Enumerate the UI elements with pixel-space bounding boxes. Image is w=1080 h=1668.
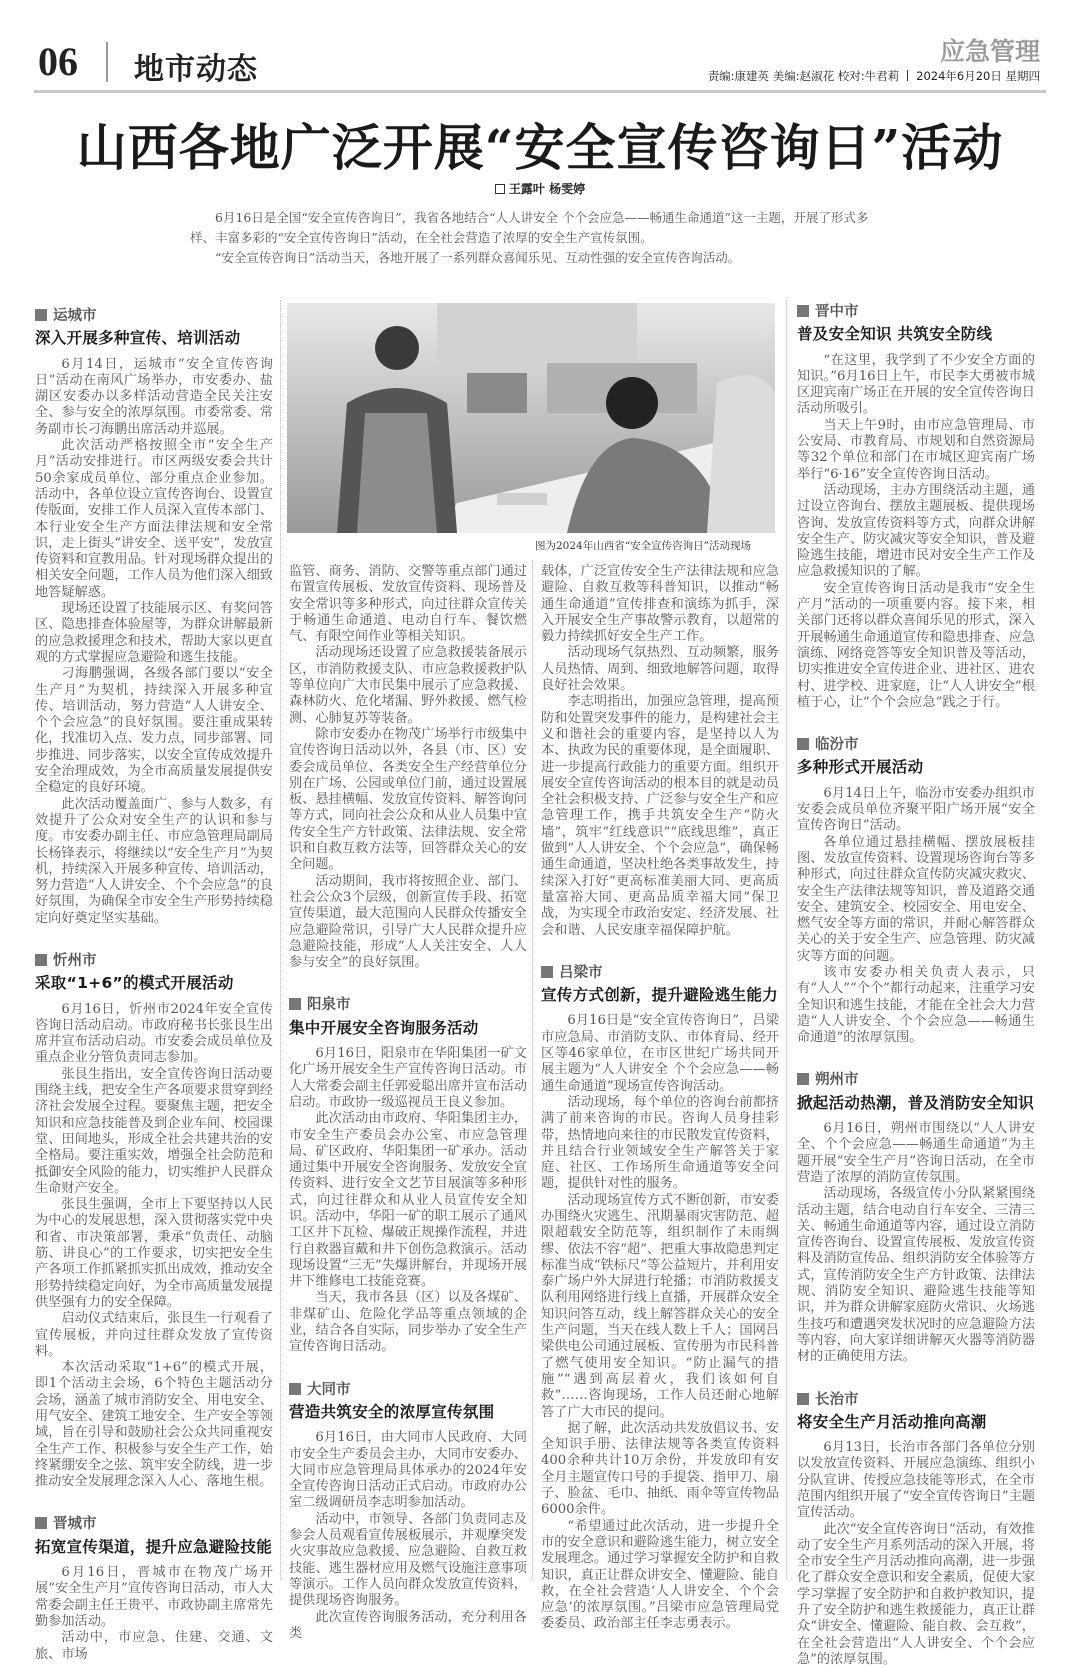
intro-paragraph: “安全宣传咨询日”活动当天，各地开展了一系列群众喜闻乐见、互动性强的安全宣传咨询活动。 bbox=[215, 250, 741, 265]
column-4 bbox=[797, 304, 1035, 1667]
city-name: 运城市 bbox=[53, 308, 97, 324]
column-2 bbox=[289, 564, 527, 1641]
headline: 山西各地广泛开展“安全宣传咨询日”活动 bbox=[76, 118, 1004, 177]
column-1 bbox=[35, 308, 273, 1662]
city-section-label bbox=[35, 953, 273, 969]
body-paragraph: 活动现场还设置了应急救援装备展示区，市消防救援支队、市应急救援救护队等单位向广大市民集中展示了应急救援、森林防火、危化堵漏、野外救援、燃气检测、心肺复苏等装备。 bbox=[289, 645, 527, 726]
square-bullet-icon bbox=[289, 1383, 301, 1395]
body-paragraph: 6月16日，忻州市2024年安全宣传咨询日活动启动。市政府秘书长张艮生出席并宣布活动启动。市安委会成员单位及重点企业分管负责同志参加。 bbox=[35, 1001, 273, 1066]
intro-paragraph: 6月16日是全国“安全宣传咨询日”，我省各地结合“人人讲安全 个个会应急——畅通生命通道”这一主题，开展了形式多样、丰富多彩的“安全宣传咨询日”活动，在全社会营造了浓厚的安全生产宣传氛围。 bbox=[190, 210, 869, 245]
square-bullet-icon bbox=[541, 966, 553, 978]
body-paragraph: 当天，我市各县（区）以及各煤矿、非煤矿山、危险化学品等重点领域的企业，结合各自实际，同步举办了安全生产宣传咨询日活动。 bbox=[289, 1290, 527, 1355]
article-subtitle: 营造共筑安全的浓厚宣传氛围 bbox=[289, 1402, 495, 1421]
body-paragraph: 此次活动严格按照全市“安全生产月”活动安排进行。市区两级安委会共计50余家成员单位、部分重点企业参加。活动中，各单位设立宣传咨询台、设置宣传版面，安排工作人员深入宣传本部门、本行业安全生产方面法律法规和安全常识，走上街头“讲安全、送平安”，发放宣传资料和宣教用品。针对现场群众提出的相关安全问题，工作人员为他们深入细致地答疑解惑。 bbox=[35, 438, 273, 600]
column-divider bbox=[280, 300, 281, 1580]
body-paragraph: 6月16日是“安全宣传咨询日”，吕梁市应急局、市消防支队、市体育局、经开区等46家单位，在市区世纪广场共同开展主题为“人人讲安全 个个会应急——畅通生命通道”现场宣传咨询活动。 bbox=[541, 1013, 779, 1094]
body-paragraph: 据了解，此次活动共发放倡议书、安全知识手册、法律法规等各类宣传资料400余种共计10万余份，并发放印有安全月主题宣传口号的手提袋、指甲刀、扇子、脸盆、毛巾、抽纸、雨伞等宣传物品6000余件。 bbox=[541, 1420, 779, 1518]
article-subtitle: 将安全生产月活动推向高潮 bbox=[797, 1412, 987, 1431]
article-subtitle: 宣传方式创新，提升避险逃生能力 bbox=[541, 986, 779, 1005]
body-paragraph: 活动中，市应急、住建、交通、文旅、市场 bbox=[35, 1630, 273, 1662]
editor-credits bbox=[708, 68, 1040, 84]
city-name: 忻州市 bbox=[53, 952, 97, 969]
continued-paragraph: 载体，广泛宣传安全生产法律法规和应急避险、自救互救等科普知识，以推动“畅通生命通道”宣传排查和演练为抓手，深入开展安全生产事故警示教育，以超常的毅力持续抓好安全生产工作。 bbox=[541, 564, 779, 645]
body-paragraph: “在这里，我学到了不少安全方面的知识。”6月16日上午，市民李大勇被市城区迎宾南广场正在开展的安全宣传咨询日活动所吸引。 bbox=[797, 352, 1035, 417]
column-3 bbox=[541, 564, 779, 1632]
city-section-label bbox=[797, 1392, 1035, 1408]
body-paragraph: 6月13日，长治市各部门各单位分别以发放宣传资料、开展应急演练、组织小分队宣讲、传授应急技能等形式，在全市范围内组织开展了“安全宣传咨询日”主题宣传活动。 bbox=[797, 1440, 1035, 1521]
body-paragraph: 刁海鹏强调，各级各部门要以“安全生产月”为契机，持续深入开展多种宣传、培训活动，努力营造“人人讲安全、个个会应急”的良好氛围。要注重成果转化，找准切入点、发力点，同步部署、同步推进、同步落实，以安全宣传成效提升安全治理成效，为全市高质量发展提供安全稳定的良好环境。 bbox=[35, 666, 273, 796]
article-subtitle: 采取“1+6”的模式开展活动 bbox=[35, 974, 234, 993]
city-name: 朔州市 bbox=[815, 1072, 859, 1089]
body-paragraph: 该市安委办相关负责人表示，只有“人人”“个个”都行动起来，注重学习安全知识和逃生技能，才能在全社会大力营造“人人讲安全、个个会应急——畅通生命通道”的浓厚氛围。 bbox=[797, 964, 1035, 1046]
body-paragraph: 各单位通过悬挂横幅、摆放展板挂图、发放宣传资料、设置现场咨询台等多种形式，向过往群众宣传防灾减灾救灾、安全生产法律法规等知识，普及道路交通安全、建筑安全、校园安全、用电安全、燃气安全等方面的常识，并耐心解答群众关心的关于安全生产、应急管理、防灾减灾等方面的问题。 bbox=[797, 834, 1035, 964]
issue-date: 2024年6月20日 星期四 bbox=[916, 69, 1040, 83]
square-bullet-icon bbox=[289, 998, 301, 1010]
credits-text: 责编:康建英 美编:赵淑花 校对:牛君莉 bbox=[707, 69, 900, 83]
city-section-label bbox=[541, 965, 779, 981]
credits-divider bbox=[907, 70, 908, 81]
body-paragraph: 活动现场，各级宣传小分队紧紧围绕活动主题，结合电动自行车安全、三清三关、畅通生命通道等内容，通过设立消防宣传咨询台、设置宣传展板、发放宣传资料及消防宣传品、组织消防安全体验等方式，宣传消防安全生产方针政策、法律法规、消防安全知识、避险逃生技能等知识，并为群众讲解家庭防火常识、火场逃生技巧和遭遇突发状况时的应急避险方法等内容，向大家详细讲解灭火器等消防器材的正确使用方法。 bbox=[797, 1186, 1035, 1365]
body-paragraph: 活动现场，主办方围绕活动主题，通过设立咨询台、摆放主题展板、提供现场咨询、发放宣传资料等方式，向群众讲解安全生产、防灾减灾等安全知识，普及避险逃生技能，增进市民对安全生产工作及应急救援知识的了解。 bbox=[797, 482, 1035, 580]
body-paragraph: 此次宣传咨询服务活动，充分利用各类 bbox=[289, 1609, 527, 1641]
city-name: 大同市 bbox=[307, 1381, 351, 1398]
article-subtitle: 掀起活动热潮，普及消防安全知识 bbox=[797, 1093, 1035, 1112]
square-bullet-icon bbox=[797, 1393, 809, 1405]
city-section-label bbox=[289, 997, 527, 1013]
article-subtitle: 多种形式开展活动 bbox=[797, 758, 924, 777]
photo-illustration bbox=[287, 303, 775, 533]
body-paragraph: 张艮生指出，安全宣传咨询日活动要围绕主线，把安全生产各项要求贯穿到经济社会发展全过程。要聚焦主题，把安全知识和应急技能普及到企业车间、校园课堂、田间地头，形成全社会共建共治的安全格局。要注重实效，增强全社会防范和抵御安全风险的能力，切实维护人民群众生命财产安全。 bbox=[35, 1066, 273, 1196]
city-section-label bbox=[35, 308, 273, 324]
article-subtitle: 普及安全知识 共筑安全防线 bbox=[797, 325, 993, 344]
square-bullet-icon bbox=[797, 738, 809, 750]
page-number: 06 bbox=[38, 39, 78, 84]
square-bullet-icon bbox=[35, 954, 47, 966]
body-paragraph: 李志明指出，加强应急管理，提高预防和处置突发事件的能力，是构建社会主义和谐社会的重要内容，是坚持以人为本、执政为民的重要体现，是全面履职、进一步提高行政能力的重要方面。组织开展安全宣传咨询活动的根本目的就是动员全社会积极支持、广泛参与安全生产和应急管理工作，携手共筑安全生产“防火墙”，筑牢“红线意识”“底线思维”，真正做到“人人讲安全、个个会应急”，确保畅通生命通道，坚决杜绝各类事故发生，持续深入打好“更高标准美丽大同、更高质量富裕大同、更高品质幸福大同”保卫战，为实现全市政治安定、经济发展、社会和谐、人民安康幸福保障护航。 bbox=[541, 694, 779, 938]
body-paragraph: 当天上午9时，由市应急管理局、市公安局、市教育局、市规划和自然资源局等32个单位和部门在市城区迎宾南广场举行“6·16”安全宣传咨询日活动。 bbox=[797, 417, 1035, 482]
article-subtitle: 拓宽宣传渠道，提升应急避险技能 bbox=[35, 1537, 273, 1556]
byline-authors: 王露叶 杨雯婷 bbox=[508, 182, 586, 196]
body-paragraph: 6月16日，朔州市围绕以“人人讲安全、个个会应急——畅通生命通道”为主题开展“安全生产月”咨询日活动，在全市营造了浓厚的消防宣传氛围。 bbox=[797, 1121, 1035, 1185]
body-paragraph: 活动期间，我市将按照企业、部门、社会公众3个层级，创新宣传手段、拓宽宣传渠道，最大范围向人民群众传播安全应急避险常识，引导广大人民群众提升应急避险技能，形成“人人关注安全、人人参与安全”的良好氛围。 bbox=[289, 873, 527, 971]
body-paragraph: 活动现场，每个单位的咨询台前都挤满了前来咨询的市民。咨询人员身挂彩带，热情地向来往的市民散发宣传资料，并且结合行业领域安全生产解答关于家庭、社区、工作场所生命通道等安全问题，提供针对性的服务。 bbox=[541, 1094, 779, 1192]
city-name: 阳泉市 bbox=[307, 997, 351, 1014]
photo-caption: 图为2024年山西省“安全宣传咨询日”活动现场 bbox=[535, 540, 751, 552]
body-paragraph: 6月16日，由大同市人民政府、大同市安全生产委员会主办，大同市安委办、大同市应急管理局具体承办的2024年安全宣传咨询日活动正式启动。市政府办公室二级调研员李志明参加活动。 bbox=[289, 1430, 527, 1511]
square-bullet-icon bbox=[35, 309, 47, 321]
lead-intro bbox=[190, 208, 890, 268]
continued-paragraph: 监管、商务、消防、交警等重点部门通过布置宣传展板、发放宣传资料、现场普及安全常识等多种形式，向过往群众宣传关于畅通生命通道、电动自行车、餐饮燃气、有限空间作业等相关知识。 bbox=[289, 564, 527, 645]
body-paragraph: 6月16日，阳泉市在华阳集团一矿文化广场开展安全生产宣传咨询日活动。市人大常委会副主任郭爱聪出席并宣布活动启动。市政协一级巡视员王良义参加。 bbox=[289, 1046, 527, 1110]
square-bullet-icon bbox=[797, 305, 809, 317]
city-name: 临汾市 bbox=[815, 737, 859, 754]
city-name: 晋城市 bbox=[53, 1516, 97, 1533]
city-section-label bbox=[797, 1072, 1035, 1088]
byline-box-icon bbox=[495, 184, 505, 194]
byline bbox=[0, 180, 1080, 197]
city-name: 长治市 bbox=[815, 1391, 859, 1408]
body-paragraph: 启动仪式结束后，张艮生一行观看了宣传展板，并向过往群众发放了宣传资料。 bbox=[35, 1311, 273, 1359]
paper-name: 应急管理 bbox=[939, 37, 1040, 66]
body-paragraph: 本次活动采取“1+6”的模式开展，即1个活动主会场，6个特色主题活动分会场，涵盖了城市消防安全、用电安全、用气安全、建筑工地安全、生产安全等领域，旨在引导和鼓励社会公众共同重视安全生产工作、积极参与安全生产工作，始终紧绷安全之弦、筑牢安全防线，进一步推动安全发展理念深入人心、落地生根。 bbox=[35, 1360, 273, 1490]
body-paragraph: 此次“安全宣传咨询日”活动，有效推动了安全生产月系列活动的深入开展，将全市安全生产月活动推向高潮，进一步强化了群众安全意识和安全素质，促使大家学习掌握了安全防护和自救护救知识，提升了安全防护和逃生救援能力，真正让群众“讲安全、懂避险、能自救、会互救”，在全社会营造出“人人讲安全、个个会应急”的浓厚氛围。 bbox=[797, 1521, 1035, 1667]
square-bullet-icon bbox=[797, 1073, 809, 1085]
city-section-label bbox=[797, 737, 1035, 753]
body-paragraph: 活动中，市领导、各部门负责同志及参会人员观看宣传展板展示，并观摩突发火灾事故应急救援、应急避险、自救互救技能、逃生器材应用及燃气设施注意事项等演示。工作人员向群众发放宣传资料，提供现场咨询服务。 bbox=[289, 1511, 527, 1609]
body-paragraph: 活动现场宣传方式不断创新，市安委办围绕火灾逃生、汛期暴雨灾害防范、超限超载安全防范等，组织制作了未雨绸缪、依法不容“超”、把重大事故隐患判定标准当成“铁标尺”等公益短片，并利用安泰广场户外大屏进行轮播；市消防救援支队利用网络进行线上直播，开展群众安全知识问答互动，线上解答群众关心的安全生产问题，当天在线人数上千人；国网吕梁供电公司通过展板、宣传册为市民科普了燃气使用安全知识。“防止漏气的措施”“遇到高层着火，我们该如何自救”……咨询现场，工作人员还耐心地解答了广大市民的提问。 bbox=[541, 1192, 779, 1420]
body-paragraph: 张艮生强调，全市上下要坚持以人民为中心的发展思想，深入贯彻落实党中央和省、市决策部署，秉承“负责任、动脑筋、讲良心”的工作要求，切实把安全生产各项工作抓紧抓实抓出成效，推动安全形势持续稳定向好，为全市高质量发展提供坚强有力的安全保障。 bbox=[35, 1197, 273, 1310]
city-section-label bbox=[289, 1382, 527, 1398]
column-divider bbox=[532, 560, 533, 1580]
column-divider bbox=[786, 300, 787, 1580]
body-paragraph: 安全宣传咨询日活动是我市“安全生产月”活动的一项重要内容。接下来，相关部门还将以群众喜闻乐见的形式，深入开展畅通生命通道宣传和隐患排查、应急演练、网络竞答等安全知识普及等活动，切实推进安全宣传进企业、进社区、进农村、进学校、进家庭，让“人人讲安全”根植于心，让“个个会应急”践之于行。 bbox=[797, 580, 1035, 710]
city-name: 吕梁市 bbox=[559, 964, 603, 981]
article-subtitle: 集中开展安全咨询服务活动 bbox=[289, 1018, 479, 1037]
body-paragraph: 6月14日上午，临汾市安委办组织市安委会成员单位齐聚平阳广场开展“安全宣传咨询日”活动。 bbox=[797, 785, 1035, 834]
square-bullet-icon bbox=[35, 1517, 47, 1529]
header-divider bbox=[106, 42, 108, 82]
body-paragraph: “希望通过此次活动，进一步提升全市的安全意识和避险逃生能力，树立安全发展理念。通过学习掌握安全防护和自救知识，真正让群众讲安全、懂避险、能自救，在全社会营造‘人人讲安全、个个会应急’的浓厚氛围。”吕梁市应急管理局党委委员、政治部主任李志勇表示。 bbox=[541, 1518, 779, 1632]
city-section-label bbox=[35, 1516, 273, 1532]
section-name: 地市动态 bbox=[134, 52, 258, 87]
event-photo bbox=[287, 303, 775, 533]
header-rule bbox=[34, 90, 1046, 93]
article-subtitle: 深入开展多种宣传、培训活动 bbox=[35, 329, 241, 348]
body-paragraph: 6月16日，晋城市在物茂广场开展“安全生产月”宣传咨询日活动，市人大常委会副主任王贵平、市政协副主席常先勤参加活动。 bbox=[35, 1565, 273, 1629]
body-paragraph: 6月14日，运城市“安全宣传咨询日”活动在南风广场举办，市安委办、盐湖区安委办以多样活动营造全民关注安全、参与安全的浓厚氛围。市委常委、常务副市长刁海鹏出席活动并巡展。 bbox=[35, 356, 273, 437]
city-section-label bbox=[797, 304, 1035, 320]
body-paragraph: 此次活动覆盖面广、参与人数多，有效提升了公众对安全生产的认识和参与度。市安委办副主任、市应急管理局副局长杨锋表示，将继续以“安全生产月”为契机，持续深入开展多种宣传、培训活动，努力营造“人人讲安全、个个会应急”的良好氛围，为确保全市安全生产形势持续稳定向好奠定坚实基础。 bbox=[35, 796, 273, 926]
body-paragraph: 现场还设置了技能展示区、有奖问答区、隐患排查体验屋等，为群众讲解最新的应急救援理念和技术，帮助大家以更直观的方式掌握应急避险和逃生技能。 bbox=[35, 601, 273, 665]
body-paragraph: 活动现场气氛热烈、互动频繁，服务人员热情、周到、细致地解答问题，取得良好社会效果。 bbox=[541, 645, 779, 694]
body-paragraph: 除市安委办在物茂广场举行市级集中宣传咨询日活动以外，各县（市、区）安委会成员单位、各类安全生产经营单位分别在广场、公园或单位门前，通过设置展板、悬挂横幅、发放宣传资料、解答询问等方式，同向社会公众和从业人员集中宣传安全生产方针政策、法律法规、安全常识和自救互救方法等，回答群众关心的安全问题。 bbox=[289, 726, 527, 873]
body-paragraph: 此次活动由市政府、华阳集团主办，市安全生产委员会办公室、市应急管理局、矿区政府、华阳集团一矿承办。活动通过集中开展安全咨询服务、发放安全宣传资料、进行安全文艺节目展演等多种形式，向过往群众和从业人员宣传安全知识。活动中，华阳一矿的职工展示了通风工区井下瓦检、爆破正规操作流程，并进行自救器盲戴和井下创伤急救演示。活动现场设置“三无”失爆讲解台，并现场开展井下维修电工技能竞赛。 bbox=[289, 1111, 527, 1290]
city-name: 晋中市 bbox=[815, 304, 859, 320]
